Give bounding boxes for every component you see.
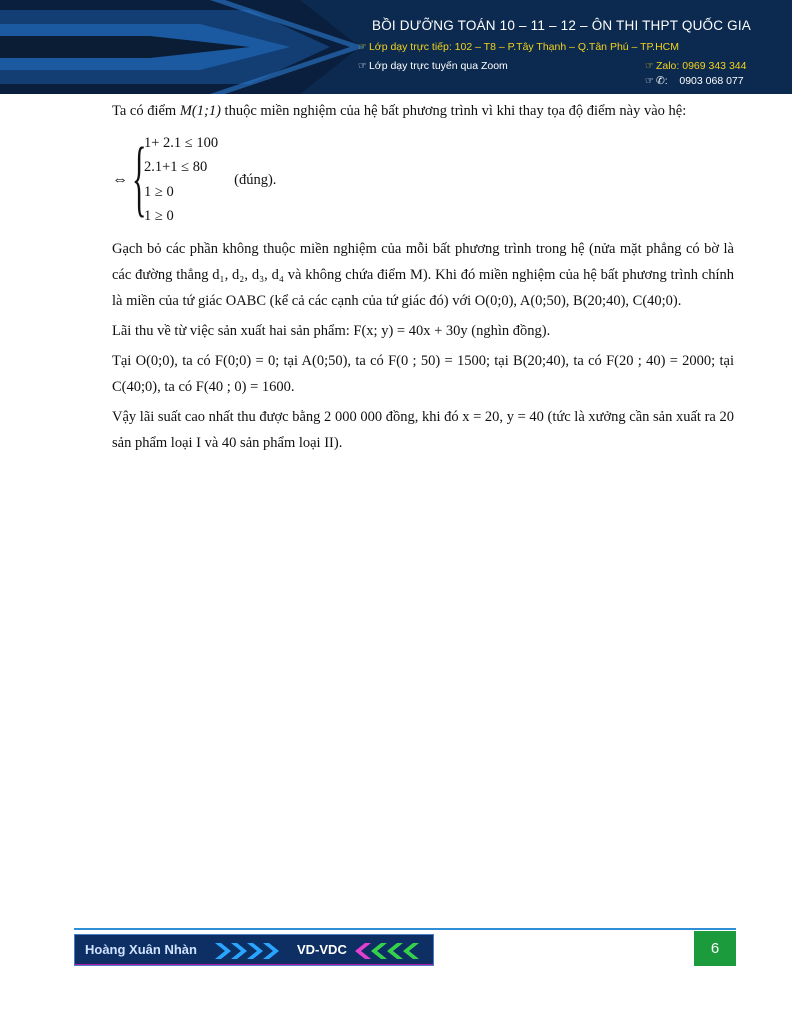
footer-divider [74, 928, 736, 930]
pointing-hand-icon: ☞ [645, 76, 654, 87]
system-line: 1 ≥ 0 [144, 207, 174, 224]
level-tag: VD-VDC [297, 942, 347, 957]
author-name: Hoàng Xuân Nhàn [85, 942, 197, 957]
paragraph-1: Ta có điểm M(1;1) thuộc miền nghiệm của hệ bất phương trình vì khi thay tọa độ điểm này vào hệ: [112, 103, 687, 119]
header-phone: ☞ ✆: 0903 068 077 [645, 75, 744, 87]
system-line: 2.1+1 ≤ 80 [144, 159, 208, 176]
system-brace: { [132, 129, 147, 225]
page-content [112, 98, 734, 460]
system-lines [144, 132, 218, 228]
page-header [0, 0, 792, 94]
pointing-hand-icon: ☞ [358, 61, 367, 72]
system-line: 1+ 2.1 ≤ 100 [144, 135, 219, 151]
iff-symbol: ⇔ [112, 171, 128, 188]
system-note: (đúng). [234, 172, 277, 188]
header-zalo: ☞ Zalo: 0969 343 344 [645, 60, 747, 72]
phone-icon: ✆ [655, 75, 665, 87]
page-number: 6 [694, 931, 736, 966]
header-title: BỒI DƯỠNG TOÁN 10 – 11 – 12 – ÔN THI THPT QUỐC GIA [372, 18, 751, 33]
header-line-offline: ☞ Lớp dạy trực tiếp: 102 – T8 – P.Tây Thạnh – Q.Tân Phú – TP.HCM [358, 41, 680, 53]
inequality-system [112, 128, 734, 232]
paragraph-3: Lãi thu về từ việc sản xuất hai sản phẩm: F(x; y) = 40x + 30y (nghìn đồng). [112, 323, 551, 339]
paragraph-4: Tại O(0;0), ta có F(0;0) = 0; tại A(0;50), ta có F(0 ; 50) = 1500; tại B(20;40), ta có F(20 ; 40) = 2000; tại C(40;0), ta có F(40 ; 0) = 1600. [112, 353, 734, 395]
system-line: 1 ≥ 0 [144, 183, 174, 200]
pointing-hand-icon: ☞ [645, 61, 654, 72]
paragraph-5: Vậy lãi suất cao nhất thu được bằng 2 000 000 đồng, khi đó x = 20, y = 40 (tức là xưởng cần sản xuất ra 20 sản phẩm loại I và 40 sản phẩm loại II). [112, 409, 734, 451]
footer-brand-banner [74, 934, 434, 966]
header-line-online: ☞ Lớp dạy trực tuyến qua Zoom [358, 60, 508, 72]
paragraph-2: Gạch bỏ các phần không thuộc miền nghiệm của mỗi bất phương trình trong hệ (nửa mặt phẳng có bờ là các đường thẳng d₁, d₂, d₃, d₄ và không chứa điểm M). Khi đó miền nghiệm của hệ bất phương trình chính là miền của tứ giác OABC (kể cả các cạnh của tứ giác đó) với O(0;0), A(0;50), B(20;40), C(40;0). [112, 241, 734, 309]
pointing-hand-icon: ☞ [358, 42, 367, 53]
